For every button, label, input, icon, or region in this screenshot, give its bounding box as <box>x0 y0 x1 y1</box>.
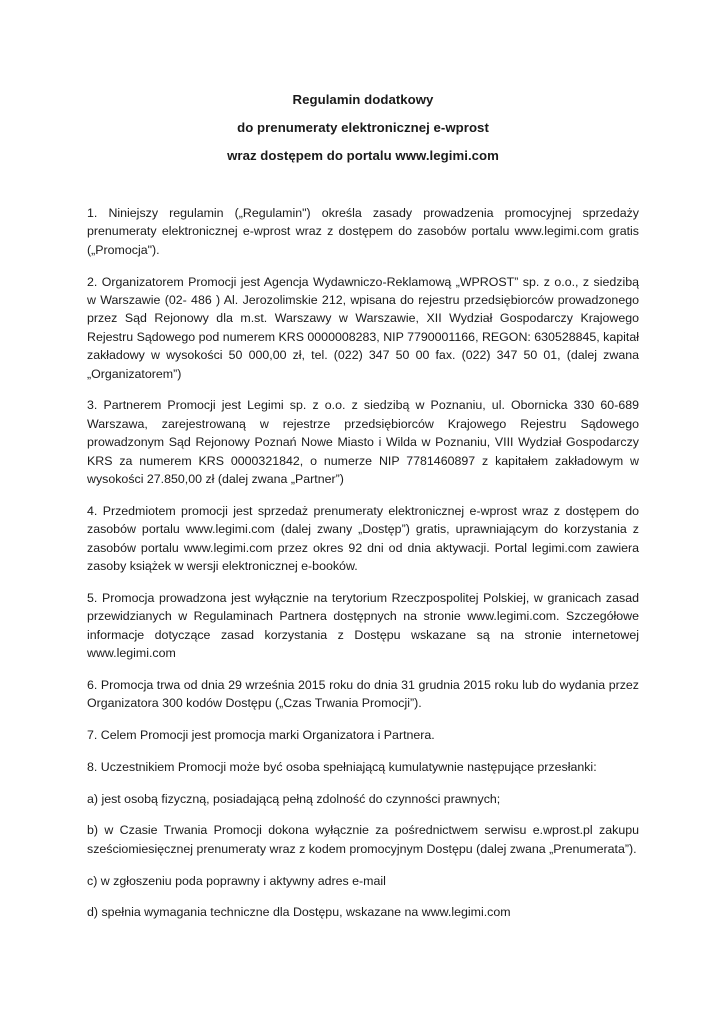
condition-d: d) spełnia wymagania techniczne dla Dostępu, wskazane na www.legimi.com <box>87 905 511 920</box>
title-line-3: wraz dostępem do portalu www.legimi.com <box>227 148 499 163</box>
paragraph-6: 6. Promocja trwa od dnia 29 września 2015 roku do dnia 31 grudnia 2015 roku lub do wydania przez Organizatora 300 kodów Dostępu („Czas Trwania Promocji”). <box>87 677 639 711</box>
condition-c: c) w zgłoszeniu poda poprawny i aktywny adres e-mail <box>87 873 386 888</box>
paragraph-3: 3. Partnerem Promocji jest Legimi sp. z o.o. z siedzibą w Poznaniu, ul. Obornicka 330 60-689 Warszawa, zarejestrowaną w rejestrze przedsiębiorców Krajowego Rejestru Sądowego prowadzonym Sąd Rejonowy Poznań Nowe Miasto i Wilda w Poznaniu, VIII Wydział Gospodarczy KRS za numerem KRS 0000321842, o numerze NIP 7781460897 z kapitałem zakładowym w wysokości 27.850,00 zł (dalej zwana „Partner”) <box>87 398 639 487</box>
document-page <box>87 86 639 935</box>
paragraph-8: 8. Uczestnikiem Promocji może być osoba spełniającą kumulatywnie następujące przesłanki: <box>87 759 597 774</box>
condition-b: b) w Czasie Trwania Promocji dokona wyłącznie za pośrednictwem serwisu e.wprost.pl zakupu sześciomiesięcznej prenumeraty wraz z kodem promocyjnym Dostępu (dalej zwana „Prenumerata”). <box>87 823 639 856</box>
paragraph-1: 1. Niniejszy regulamin („Regulamin") określa zasady prowadzenia promocyjnej sprzedaży prenumeraty elektronicznej e-wprost wraz z dostępem do zasobów portalu www.legimi.com gratis („Promocja"). <box>87 206 639 257</box>
title-line-2: do prenumeraty elektronicznej e-wprost <box>237 120 489 135</box>
paragraph-4: 4. Przedmiotem promocji jest sprzedaż prenumeraty elektronicznej e-wprost wraz z dostępem do zasobów portalu www.legimi.com (dalej zwany „Dostęp”) gratis, uprawniającym do korzystania z zasobów portalu www.legimi.com przez okres 92 dni od dnia aktywacji. Portal legimi.com zawiera zasoby książek w wersji elektronicznej e-booków. <box>87 503 639 574</box>
document-title <box>87 86 639 170</box>
paragraph-5: 5. Promocja prowadzona jest wyłącznie na terytorium Rzeczpospolitej Polskiej, w granicach zasad przewidzianych w Regulaminach Partnera dostępnych na stronie www.legimi.com. Szczegółowe informacje dotyczące zasad korzystania z Dostępu wskazane są na stronie internetowej www.legimi.com <box>87 590 639 661</box>
title-line-1: Regulamin dodatkowy <box>292 92 434 107</box>
condition-a: a) jest osobą fizyczną, posiadającą pełną zdolność do czynności prawnych; <box>87 791 501 806</box>
paragraph-7: 7. Celem Promocji jest promocja marki Organizatora i Partnera. <box>87 728 435 743</box>
paragraph-2: 2. Organizatorem Promocji jest Agencja Wydawniczo-Reklamową „WPROST” sp. z o.o., z siedzibą w Warszawie (02- 486 ) Al. Jerozolimskie 212, wpisana do rejestru przedsiębiorców prowadzonego przez Sąd Rejonowy dla m.st. Warszawy w Warszawie, XII Wydział Gospodarczy Krajowego Rejestru Sądowego pod numerem KRS 0000008283, NIP 7790001166, REGON: 630528845, kapitał zakładowy w wysokości 50 000,00 zł, tel. (022) 347 50 00 fax. (022) 347 50 01, (dalej zwana „Organizatorem”) <box>87 274 639 381</box>
